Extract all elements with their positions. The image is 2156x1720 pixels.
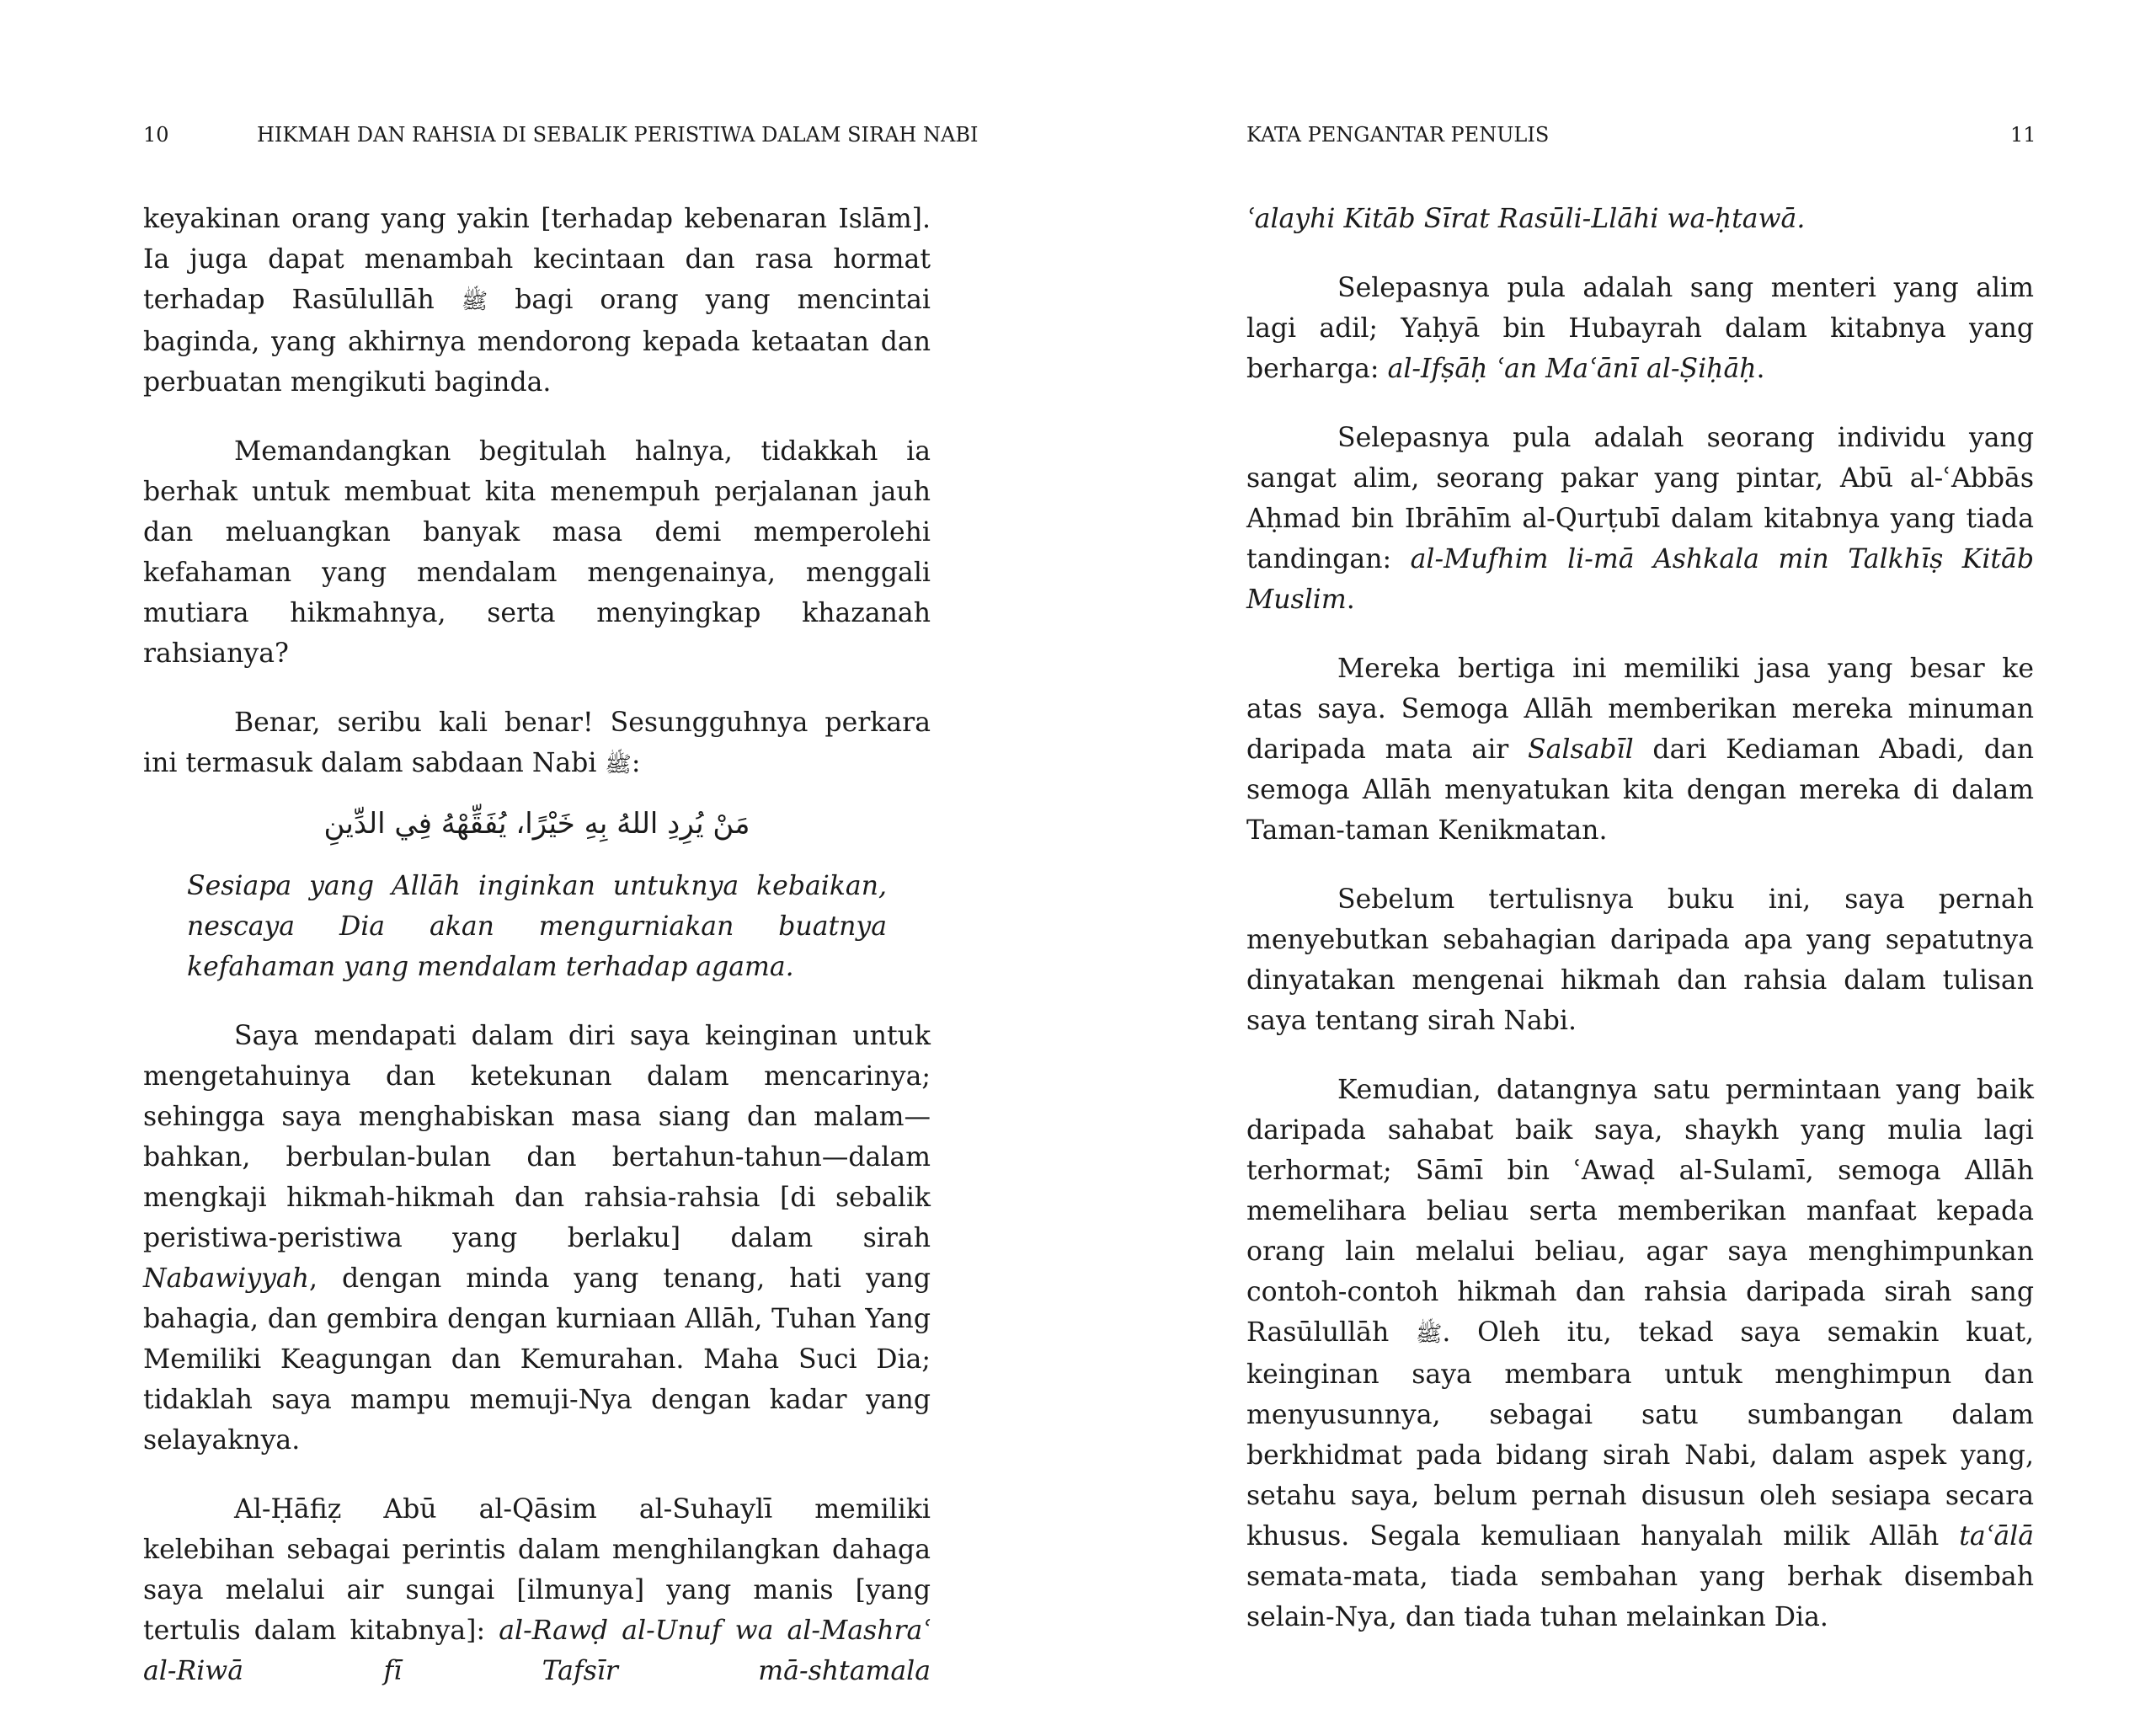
text-run: Selepasnya pula adalah sang menteri yang alim lagi adil; Yaḥyā bin Hubayrah dalam kitabnya yang berharga: <box>1246 273 2034 384</box>
italic-term: taʿālā <box>1959 1521 2034 1552</box>
paragraph <box>143 1489 931 1691</box>
paragraph <box>143 199 931 403</box>
paragraph <box>1246 1070 2034 1637</box>
paragraph <box>143 1016 931 1461</box>
text-run: : <box>631 748 641 778</box>
salawat-symbol: ﷺ <box>461 289 488 314</box>
paragraph <box>143 702 931 785</box>
salawat-symbol: ﷺ <box>605 752 632 777</box>
paragraph <box>1246 649 2034 851</box>
page-number: 10 <box>143 123 169 147</box>
italic-book-title: al-Mufhim li-mā Ashkala min Talkhīṣ Kitāb Muslim <box>1246 544 2034 615</box>
text-run: , dengan minda yang tenang, hati yang bahagia, dan gembira dengan kurniaan Allāh, Tuhan Yang Memiliki Keagungan dan Kemurahan. Maha Suci Dia; tidaklah saya mampu memuji-Nya dengan kadar yang selayaknya. <box>143 1263 931 1456</box>
paragraph <box>1246 418 2034 620</box>
body-text <box>1246 199 2034 1666</box>
body-text <box>143 199 931 1720</box>
text-run: Benar, seribu kali benar! Sesungguhnya perkara ini termasuk dalam sabdaan Nabi <box>143 708 931 778</box>
italic-term: Nabawiyyah <box>143 1263 309 1294</box>
italic-book-title: al-Rawḍ al-Unuf wa al-Mashraʿ al-Riwā fī Tafsīr mā-shtamala <box>143 1616 931 1686</box>
italic-book-title: ʿalayhi Kitāb Sīrat Rasūli-Llāhi wa-ḥtawā. <box>1246 204 1806 234</box>
text-run: Mereka bertiga ini memiliki jasa yang besar ke atas saya. Semoga Allāh memberikan mereka minuman daripada mata air <box>1246 654 2034 765</box>
paragraph: Sebelum tertulisnya buku ini, saya pernah menyebutkan sebahagian daripada apa yang sepatutnya dinyatakan mengenai hikmah dan rahsia dalam tulisan saya tentang sirah Nabi. <box>1246 884 2034 1036</box>
text-run: . Oleh itu, tekad saya semakin kuat, keinginan saya membara untuk menghimpun dan menyusunnya, sebagai satu sumbangan dalam berkhidmat pada bidang sirah Nabi, dalam aspek yang, setahu saya, belum pernah disusun oleh sesiapa secara khusus. Segala kemuliaan hanyalah milik Allāh <box>1246 1317 2034 1552</box>
text-run: Kemudian, datangnya satu permintaan yang baik daripada sahabat baik saya, shaykh yang mulia lagi terhormat; Sāmī bin ʿAwaḍ al-Sulamī, semoga Allāh memelihara beliau serta memberikan manfaat kepada orang lain melalui beliau, agar saya menghimpunkan contoh-contoh hikmah dan rahsia daripada sirah sang Rasūlullāh <box>1246 1075 2034 1348</box>
text-run: Saya mendapati dalam diri saya keinginan untuk mengetahuinya dan ketekunan dalam mencarinya; sehingga saya menghabiskan masa siang dan malam—bahkan, berbulan-bulan dan bertahun-tahun—dalam mengkaji hikmah-hikmah dan rahsia-rahsia [di sebalik peristiwa-peristiwa yang berlaku] dalam sirah <box>143 1021 931 1253</box>
paragraph: Memandangkan begitulah halnya, tidakkah ia berhak untuk membuat kita menempuh perjalanan jauh dan meluangkan banyak masa demi memperolehi kefahaman yang mendalam mengenainya, menggali mutiara hikmahnya, serta menyingkap khazanah rahsianya? <box>143 436 931 669</box>
text-run: dari Kediaman Abadi, dan semoga Allāh menyatukan kita dengan mereka di dalam Taman-taman Kenikmatan. <box>1246 734 2034 846</box>
italic-term: Salsabīl <box>1528 734 1634 765</box>
hadith-translation: Sesiapa yang Allāh inginkan untuknya kebaikan, nescaya Dia akan mengurniakan buatnya kefahaman yang mendalam terhadap agama. <box>187 871 887 982</box>
text-run: . <box>1346 585 1355 615</box>
running-head: HIKMAH DAN RAHSIA DI SEBALIK PERISTIWA DALAM SIRAH NABI <box>257 123 979 147</box>
paragraph <box>1246 268 2034 389</box>
text-run: semata-mata, tiada sembahan yang berhak disembah selain-Nya, dan tiada tuhan melainkan Dia. <box>1246 1562 2034 1632</box>
text-run: bagi orang yang mencintai baginda, yang akhirnya mendorong kepada ketaatan dan perbuatan mengikuti baginda. <box>143 285 931 398</box>
salawat-symbol: ﷺ <box>1415 1322 1443 1347</box>
text-run: Al-Ḥāfiẓ Abū al-Qāsim al-Suhaylī memiliki kelebihan sebagai perintis dalam menghilangkan dahaga saya melalui air sungai [ilmunya] yang manis [yang tertulis dalam kitabnya]: <box>143 1494 931 1646</box>
page-number: 11 <box>2010 123 2036 147</box>
text-run: . <box>1756 354 1765 384</box>
italic-book-title: al-Ifṣāḥ ʿan Maʿānī al-Ṣiḥāḥ <box>1387 354 1757 384</box>
text-run: Selepasnya pula adalah seorang individu yang sangat alim, seorang pakar yang pintar, Abū al-ʿAbbās Aḥmad bin Ibrāhīm al-Qurṭubī dalam kitabnya yang tiada tandingan: <box>1246 423 2034 574</box>
left-page <box>0 0 1078 1686</box>
hadith-arabic: مَنْ يُرِدِ اللهُ بِهِ خَيْرًا، يُفَقِّهْهُ فِي الدِّينِ <box>323 807 750 841</box>
running-head: KATA PENGANTAR PENULIS <box>1246 123 1550 147</box>
text-run: keyakinan orang yang yakin [terhadap kebenaran Islām]. Ia juga dapat menambah kecintaan dan rasa hormat terhadap Rasūlullāh <box>143 204 931 315</box>
paragraph <box>1246 199 2034 239</box>
right-page <box>1078 0 2156 1632</box>
